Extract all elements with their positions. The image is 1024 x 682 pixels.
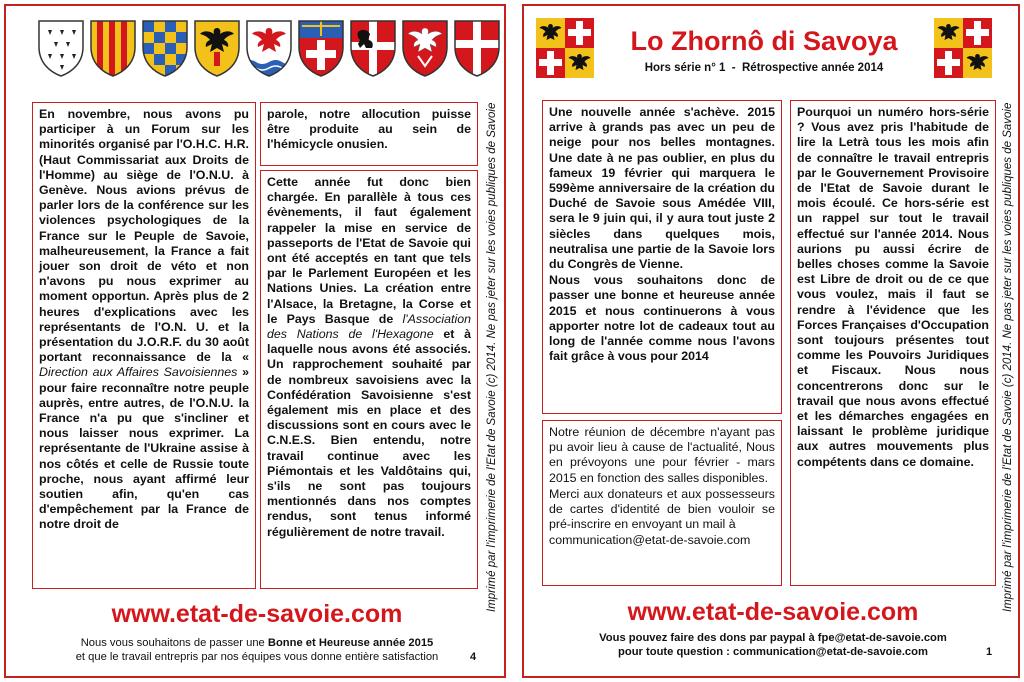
- website-link-right[interactable]: www.etat-de-savoie.com: [627, 598, 919, 626]
- pales-shield-icon: [88, 18, 138, 78]
- new-year-paragraph: Une nouvelle année s'achève. 2015 arrive à grands pas avec un peu de neige pour nos belles montagnes. Une date à ne pas oublier, en plus du fameux 19 février qui marquera le 599ème anniversaire de la création du Duché de Savoie sous Amédée VIII, sera le 9 juin qui, il y aura tout juste 2 siècles dans quelques mois, neutralisa une partie de la Savoie lors du Congrès de Vienne.: [549, 105, 775, 272]
- left-column-2-top: [260, 102, 478, 166]
- notice-email-link[interactable]: communication@etat-de-savoie.com: [549, 533, 751, 548]
- association-italic: l'Association des Nations de l'Hexagone: [267, 311, 471, 342]
- paypal-line[interactable]: Vous pouvez faire des dons par paypal à fpe@etat-de-savoie.com: [599, 632, 947, 644]
- wishes-paragraph: Nous vous souhaitons donc de passer une bonne et heureuse année 2015 et nous continuerons à vous apporter notre lot de cadeaux tout au long de l'année comme nous l'avons fait grâce à vous pour 2014: [549, 273, 775, 364]
- checky-shield-icon: [140, 18, 190, 78]
- page-number-4: 4: [470, 651, 477, 663]
- right-column-2: [790, 100, 996, 586]
- page-number-1: 1: [986, 646, 993, 658]
- newspaper-title: Lo Zhornô di Savoya: [630, 26, 898, 56]
- left-column-2: [260, 170, 478, 589]
- forum-paragraph: En novembre, nous avons pu participer à un Forum sur les minorités organisé par l'O.H.C. H.R. (Haut Commissariat aux Droits de l'Homme) au siège de l'O.N.U. à Genève. Nous avions prévus de parler lors de la conférence sur les violences psychologiques de la France sur le Peuple de Savoie, malheureusement, la France a fait jouer son droit de véto et non n'avons pu nous exprimer au moment opportun. Après plus de 2 heures d'explications avec les représentants de l'O.N. U. et la présentation du J.O.R.F. du 30 août portant reconnaissance de la « Direction aux Affaires Savoisiennes » pour faire reconnaître notre peuple auprès, entre autres, de l'O.N.U. la France n'a pu que s'incliner et nous laisser nous exprimer. La représentante de l'Ukraine assise à nos côtés et celle de Russie toute proche, nous ayant affirmé leur soutien afin, qu'en cas d'empêchement par la France de notre droit de: [39, 107, 249, 532]
- hors-serie-paragraph: Pourquoi un numéro hors-série ? Vous avez pris l'habitude de lire la Letrà tous les mois afin de connaître le travail entrepris par le Gouvernement Provisoire de l'Etat de Savoie durant le mois écoulé. Ce hors-série est un rappel sur tout le travail effectué sur l'année 2014. Nous aurions pu aussi écrire de belles choses comme la Savoie est Libre de droit ou de ce que vous voulez, mais il faut se rendre à l'évidence que les Forces Françaises d'Occupation sont toujours présentes tout comme les Pouvoirs Juridiques et Fiscaux. Nous nous concentrerons donc sur le travail que nous avons effectué et les démarches engagées en laissant le problème juridique aux autres mouvements plus compétents dans ce domaine.: [797, 105, 989, 469]
- left-vertical-imprint: Imprimé par l'imprimerie de l'Etat de Savoie (c) 2014. Ne pas jeter sur les voies publiques de Savoie: [486, 102, 498, 612]
- left-column-1: [32, 102, 256, 589]
- issue-subtitle: Hors série n° 1 - Rétrospective année 2014: [644, 62, 884, 74]
- ermine-shield-icon: [36, 18, 86, 78]
- right-column-1: [542, 100, 782, 414]
- page-4: [4, 4, 506, 678]
- eagle-shield-icon: [192, 18, 242, 78]
- white-eagle-shield-icon: [400, 18, 450, 78]
- left-footer: Nous vous souhaitons de passer une Bonne et Heureuse année 2015 et que le travail entrepris par nos équipes vous donne entière satisfaction: [75, 637, 439, 663]
- meeting-notice: [542, 420, 782, 586]
- website-link-left[interactable]: www.etat-de-savoie.com: [111, 600, 403, 628]
- right-footer: [524, 631, 1022, 659]
- page-1: [522, 4, 1020, 678]
- contact-line[interactable]: pour toute question : communication@etat-de-savoie.com: [618, 646, 928, 658]
- lion-cross-shield-icon: [348, 18, 398, 78]
- parole-paragraph: parole, notre allocution puisse être produite au sein de l'hémicycle onusien.: [267, 107, 471, 152]
- year-paragraph: Cette année fut donc bien chargée. En parallèle à tous ces évènements, il faut également rappeler la mise en service de passeports de l'Etat de Savoie qui ont été acceptés en tant que tels par le Parlement Européen et les Nations Unies. La création entre l'Alsace, la Bretagne, la Corse et le Pays Basque de l'Association des Nations de l'Hexagone et à laquelle nous avons été associés. Un rapprochement souhaité par de nombreux savoisiens avec la Confédération Savoisienne s'est également mis en place et des discussions sont en cours avec le C.N.E.S. Bien entendu, notre travail continue avec les Piémontais et les Valdôtains qui, s'ils ne sont pas toujours mentionnés dans nos comptes rendus, sont tenus informé régulièrement de notre travail.: [267, 175, 471, 539]
- savoy-quartered-flag-icon-right: [934, 18, 992, 78]
- nice-eagle-shield-icon: [244, 18, 294, 78]
- savoy-cross-shield-icon: [452, 18, 502, 78]
- meeting-paragraph: Notre réunion de décembre n'ayant pas pu avoir lieu à cause de l'actualité, Nous en prévoyons une pour février - mars 2015 en fonction des salles disponibles.: [549, 425, 775, 485]
- donors-paragraph: Merci aux donateurs et aux possesseurs de cartes d'identité de bien vouloir se pré-inscrire en envoyant un mail à: [549, 486, 775, 532]
- savoy-cross-chief-shield-icon: [296, 18, 346, 78]
- dir-affaires-italic: Direction aux Affaires Savoisiennes: [39, 365, 238, 380]
- savoy-quartered-flag-icon: [536, 18, 594, 78]
- right-vertical-imprint: Imprimé par l'imprimerie de l'Etat de Savoie (c) 2014. Ne pas jeter sur les voies publiques de Savoie: [1002, 102, 1014, 612]
